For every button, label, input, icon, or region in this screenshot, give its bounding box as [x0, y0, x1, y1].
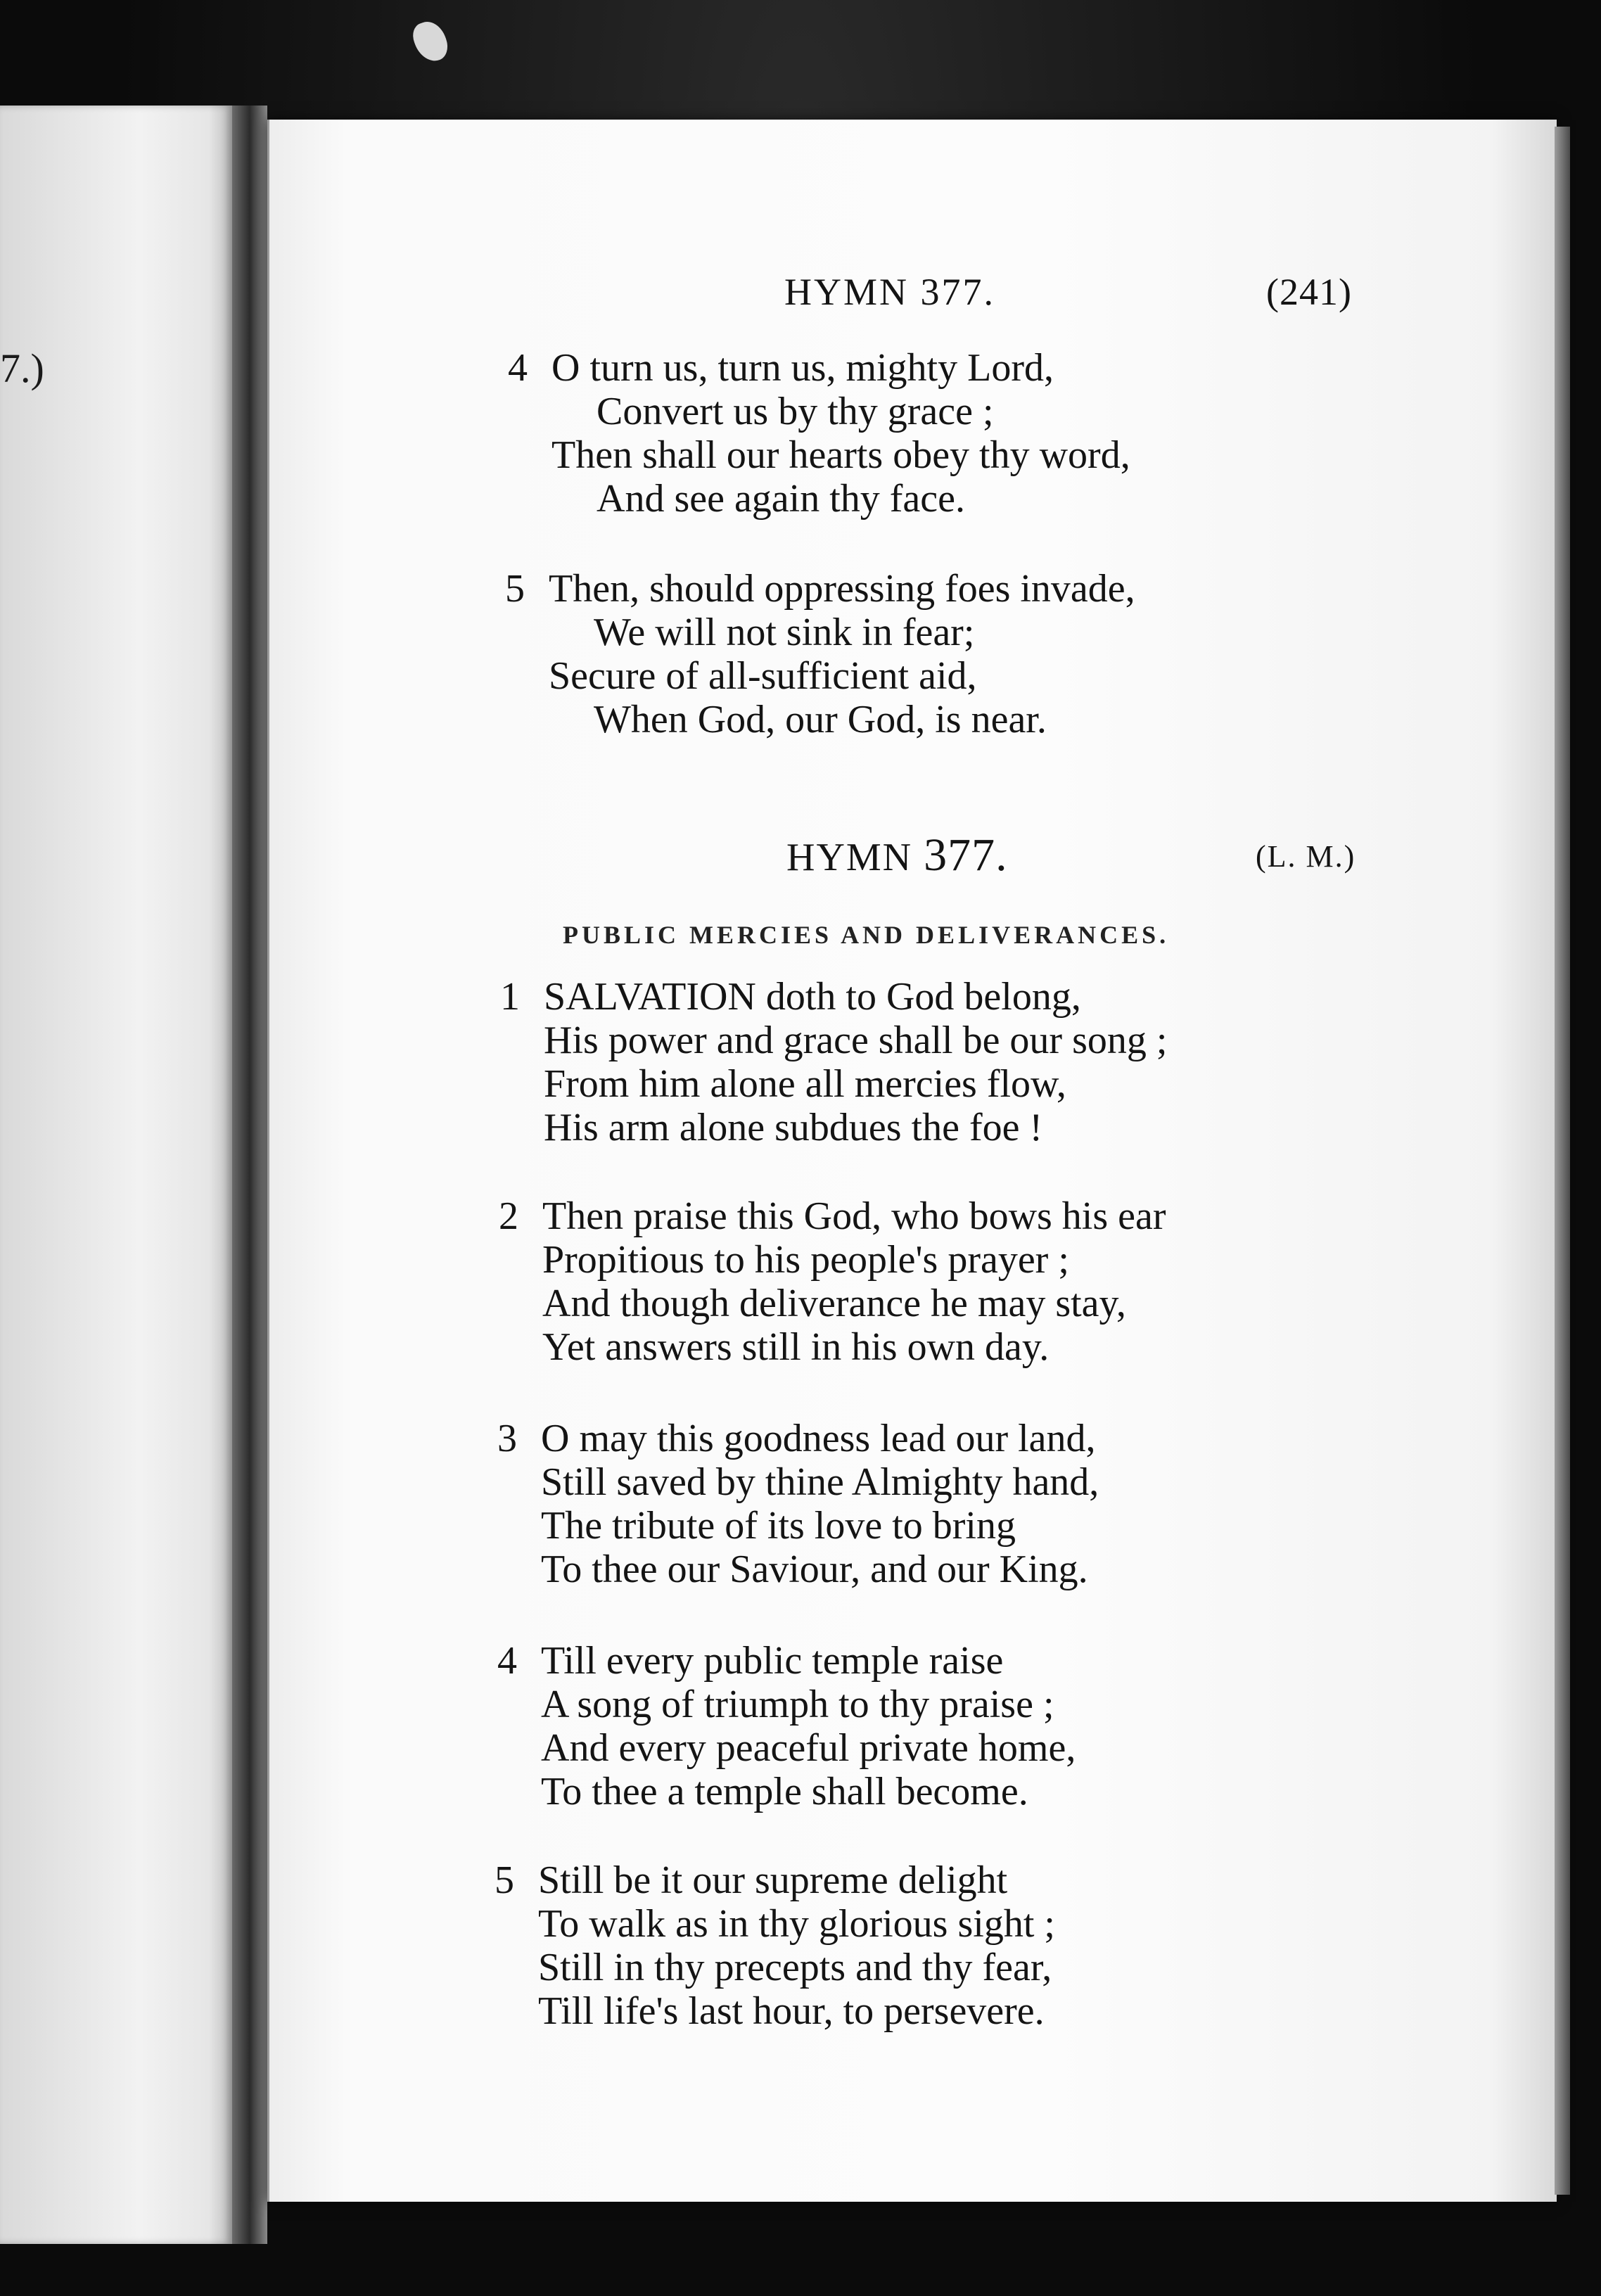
stanza-line: The tribute of its love to bring [541, 1504, 1016, 1548]
stanza-line: Secure of all-sufficient aid, [549, 654, 977, 698]
stanza-line: O may this goodness lead our land, [541, 1417, 1096, 1460]
stanza-line: Propitious to his people's prayer ; [542, 1238, 1069, 1282]
stanza-line: Yet answers still in his own day. [542, 1325, 1050, 1369]
stanza-line: Still in thy precepts and thy fear, [538, 1946, 1052, 1989]
hymn-title-word: HYMN [786, 836, 913, 879]
stanza-line: His power and grace shall be our song ; [544, 1019, 1168, 1062]
stanza-line: Convert us by thy grace ; [597, 390, 994, 433]
page-edge [1555, 127, 1570, 2195]
stanza-line: SALVATION doth to God belong, [544, 975, 1081, 1019]
stanza-line: His arm alone subdues the foe ! [544, 1106, 1043, 1149]
prev-stanza-4 [508, 346, 1130, 521]
stanza-line: To walk as in thy glorious sight ; [538, 1902, 1055, 1946]
stanza-3 [497, 1417, 1099, 1591]
running-head: HYMN 377. [784, 271, 996, 313]
stanza-number: 2 [499, 1194, 518, 1238]
stanza-line: And every peaceful private home, [541, 1726, 1076, 1770]
stanza-line: To thee our Saviour, and our King. [541, 1548, 1088, 1591]
stanza-line: We will not sink in fear; [594, 611, 975, 654]
stanza-line: And though deliverance he may stay, [542, 1282, 1126, 1325]
hymn-number: 377. [924, 829, 1008, 881]
stanza-line: Till life's last hour, to persevere. [538, 1989, 1045, 2033]
hymn-title [786, 829, 1008, 882]
hymn-meter: (L. M.) [1256, 839, 1356, 874]
stanza-number: 4 [508, 346, 528, 390]
stanza-number: 5 [505, 567, 525, 611]
page-number: (241) [1266, 271, 1352, 313]
stanza-line: Still saved by thine Almighty hand, [541, 1460, 1099, 1504]
stanza-line: O turn us, turn us, mighty Lord, [551, 346, 1054, 390]
stanza-line: From him alone all mercies flow, [544, 1062, 1066, 1106]
stanza-5 [495, 1858, 1055, 2033]
hymn-subtitle: PUBLIC MERCIES AND DELIVERANCES. [563, 921, 1170, 949]
stanza-number: 4 [497, 1639, 517, 1683]
left-page [0, 106, 232, 2244]
stanza-line: A song of triumph to thy praise ; [541, 1683, 1054, 1726]
stanza-line: Then shall our hearts obey thy word, [551, 433, 1130, 477]
left-page-fragment: 7.) [0, 345, 44, 391]
stanza-line: To thee a temple shall become. [541, 1770, 1028, 1813]
stanza-number: 1 [500, 975, 520, 1019]
stanza-1 [500, 975, 1168, 1149]
stanza-number: 5 [495, 1858, 514, 1902]
stanza-number: 3 [497, 1417, 517, 1460]
prev-stanza-5 [505, 567, 1135, 741]
stanza-line: When God, our God, is near. [594, 698, 1047, 741]
stanza-4 [497, 1639, 1076, 1813]
stanza-line: And see again thy face. [597, 477, 965, 521]
stanza-2 [499, 1194, 1166, 1369]
stanza-line: Till every public temple raise [541, 1639, 1004, 1683]
stanza-line: Then praise this God, who bows his ear [542, 1194, 1166, 1238]
book-gutter [232, 106, 267, 2244]
stanza-line: Then, should oppressing foes invade, [549, 567, 1135, 611]
stanza-line: Still be it our supreme delight [538, 1858, 1008, 1902]
